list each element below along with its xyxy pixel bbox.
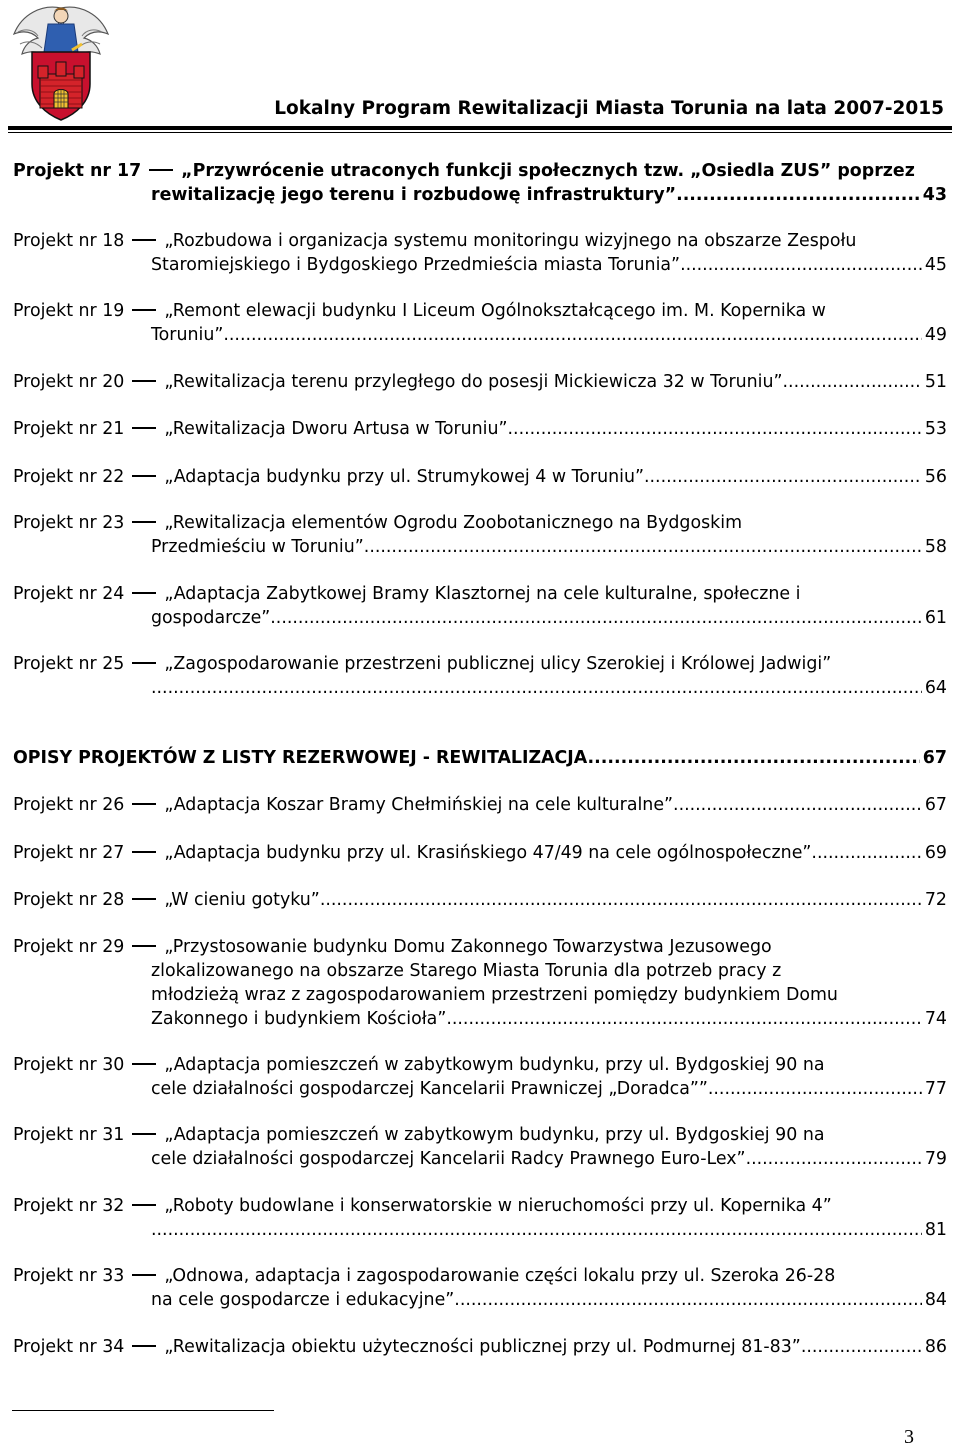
toc-entry-title: „Adaptacja pomieszczeń w zabytkowym budynku, przy ul. Bydgoskiej 90 na xyxy=(164,1055,825,1075)
em-dash xyxy=(132,521,156,523)
toc-entry-title: „Rozbudowa i organizacja systemu monitoringu wizyjnego na obszarze Zespołu xyxy=(164,231,857,251)
toc-entry-title: „Adaptacja budynku przy ul. Strumykowej 4 w Toruniu” xyxy=(164,467,644,487)
toc-entry[interactable] xyxy=(13,935,947,1031)
toc-project-number: Projekt nr 26 xyxy=(13,795,125,815)
toc-entry-title: „Rewitalizacja elementów Ogrodu Zoobotanicznego na Bydgoskim xyxy=(164,513,743,533)
document-header-title: Lokalny Program Rewitalizacji Miasta Torunia na lata 2007-2015 xyxy=(274,98,944,119)
em-dash xyxy=(132,1133,156,1135)
toc-entry-title: Przedmieściu w Toruniu” xyxy=(151,537,364,557)
toc-project-number: Projekt nr 31 xyxy=(13,1125,125,1145)
toc-entry-title: młodzieżą wraz z zagospodarowaniem przestrzeni pomiędzy budynkiem Domu xyxy=(151,985,838,1005)
toc-entry[interactable] xyxy=(13,229,947,277)
toc-page-number: 58 xyxy=(924,537,947,557)
header-rule-thin xyxy=(8,132,952,133)
toc-entry[interactable] xyxy=(13,1194,947,1242)
toc-row xyxy=(13,606,947,630)
toc-entry[interactable] xyxy=(13,888,947,912)
toc-page-number: 45 xyxy=(924,255,947,275)
toc-entry-title: „Adaptacja budynku przy ul. Krasińskiego 47/49 na cele ogólnospołeczne” xyxy=(164,843,812,863)
toc-row xyxy=(13,323,947,347)
toc-entry[interactable] xyxy=(13,793,947,817)
toc-entry[interactable] xyxy=(13,841,947,865)
toc-project-number: Projekt nr 19 xyxy=(13,301,125,321)
toc-row xyxy=(13,253,947,277)
toc-page-number: 84 xyxy=(924,1290,947,1310)
toc-row xyxy=(13,841,947,865)
toc-row xyxy=(13,229,947,253)
toc-page-number: 67 xyxy=(924,795,947,815)
toc-row xyxy=(13,983,947,1007)
toc-page-number: 53 xyxy=(924,419,947,439)
toc-section-title: OPISY PROJEKTÓW Z LISTY REZERWOWEJ - REWITALIZACJA. xyxy=(13,748,595,768)
toc-row xyxy=(13,183,947,207)
toc-page-number: 74 xyxy=(924,1009,947,1029)
toc-entry-title: „Adaptacja Zabytkowej Bramy Klasztornej na cele kulturalne, społeczne i xyxy=(164,584,801,604)
toc-row xyxy=(13,417,947,441)
toc-project-number: Projekt nr 33 xyxy=(13,1266,125,1286)
toc-entry-title: „Rewitalizacja obiektu użyteczności publicznej przy ul. Podmurnej 81-83” xyxy=(164,1337,801,1357)
toc-project-number: Projekt nr 21 xyxy=(13,419,125,439)
dot-leader xyxy=(594,746,920,770)
dot-leader xyxy=(151,676,922,700)
toc-row xyxy=(13,159,947,183)
toc-page-number: 51 xyxy=(924,372,947,392)
toc-entry-title: „Adaptacja pomieszczeń w zabytkowym budynku, przy ul. Bydgoskiej 90 na xyxy=(164,1125,825,1145)
toc-entry[interactable] xyxy=(13,417,947,441)
toc-page-number: 81 xyxy=(924,1220,947,1240)
dot-leader xyxy=(320,888,922,912)
dot-leader xyxy=(811,841,921,865)
toc-row xyxy=(13,676,947,700)
em-dash xyxy=(132,380,156,382)
dot-leader xyxy=(364,535,922,559)
toc-row xyxy=(13,959,947,983)
toc-row xyxy=(13,1053,947,1077)
toc-project-number: Projekt nr 18 xyxy=(13,231,125,251)
toc-entry-title: Toruniu” xyxy=(151,325,224,345)
em-dash xyxy=(132,475,156,477)
em-dash xyxy=(132,945,156,947)
toc-entry-title: rewitalizację jego terenu i rozbudowę infrastruktury” xyxy=(151,185,677,205)
em-dash xyxy=(132,1345,156,1347)
toc-project-number: Projekt nr 32 xyxy=(13,1196,125,1216)
toc-page-number: 61 xyxy=(924,608,947,628)
dot-leader xyxy=(746,1147,922,1171)
toc-entry[interactable] xyxy=(13,582,947,630)
toc-project-number: Projekt nr 24 xyxy=(13,584,125,604)
toc-entry-title: „Przywrócenie utraconych funkcji społecznych tzw. „Osiedla ZUS” poprzez xyxy=(181,161,915,181)
toc-entry[interactable] xyxy=(13,159,947,207)
toc-entry[interactable] xyxy=(13,1053,947,1101)
toc-project-number: Projekt nr 17 xyxy=(13,161,142,181)
em-dash xyxy=(132,803,156,805)
em-dash xyxy=(132,309,156,311)
toc-entry-title: „Remont elewacji budynku I Liceum Ogólnokształcącego im. M. Kopernika w xyxy=(164,301,826,321)
toc-page-number: 69 xyxy=(924,843,947,863)
toc-page-number: 67 xyxy=(922,748,947,768)
toc-row xyxy=(13,1007,947,1031)
toc-entry-title: „Rewitalizacja terenu przyległego do posesji Mickiewicza 32 w Toruniu” xyxy=(164,372,783,392)
em-dash xyxy=(132,1274,156,1276)
em-dash xyxy=(132,898,156,900)
toc-page-number: 86 xyxy=(924,1337,947,1357)
toc-entry-title: „Adaptacja Koszar Bramy Chełmińskiej na cele kulturalne” xyxy=(164,795,674,815)
toc-entry[interactable] xyxy=(13,370,947,394)
toc-row xyxy=(13,299,947,323)
toc-entry[interactable] xyxy=(13,299,947,347)
toc-project-number: Projekt nr 27 xyxy=(13,843,125,863)
em-dash xyxy=(149,169,173,171)
toc-entry[interactable] xyxy=(13,465,947,489)
toc-entry-title: Staromiejskiego i Bydgoskiego Przedmieścia miasta Torunia” xyxy=(151,255,681,275)
toc-row xyxy=(13,1147,947,1171)
toc-row xyxy=(13,1288,947,1312)
dot-leader xyxy=(270,606,922,630)
header-rule xyxy=(8,126,952,130)
toc-row xyxy=(13,511,947,535)
toc-row xyxy=(13,793,947,817)
toc-page-number: 77 xyxy=(924,1079,947,1099)
dot-leader xyxy=(708,1077,922,1101)
footnote-separator xyxy=(12,1410,274,1411)
toc-entry-title: cele działalności gospodarczej Kancelarii Prawniczej „Doradca”” xyxy=(151,1079,708,1099)
dot-leader xyxy=(151,1218,922,1242)
em-dash xyxy=(132,239,156,241)
toc-entry-title: „Przystosowanie budynku Domu Zakonnego Towarzystwa Jezusowego xyxy=(164,937,772,957)
em-dash xyxy=(132,427,156,429)
toc-page-number: 72 xyxy=(924,890,947,910)
toc-entry-title: „Rewitalizacja Dworu Artusa w Toruniu” xyxy=(164,419,508,439)
toc-entry-title: na cele gospodarcze i edukacyjne” xyxy=(151,1290,455,1310)
toc-entry-title: „W cieniu gotyku” xyxy=(164,890,320,910)
toc-entry[interactable] xyxy=(13,1123,947,1171)
toc-section-heading[interactable] xyxy=(13,746,947,770)
toc-entry[interactable] xyxy=(13,1264,947,1312)
em-dash xyxy=(132,1063,156,1065)
toc-entry[interactable] xyxy=(13,1335,947,1359)
dot-leader xyxy=(446,1007,922,1031)
toc-entry-title: „Odnowa, adaptacja i zagospodarowanie części lokalu przy ul. Szeroka 26-28 xyxy=(164,1266,836,1286)
toc-project-number: Projekt nr 29 xyxy=(13,937,125,957)
dot-leader xyxy=(223,323,921,347)
dot-leader xyxy=(783,370,922,394)
toc-row xyxy=(13,1264,947,1288)
dot-leader xyxy=(680,253,922,277)
toc-page-number: 49 xyxy=(924,325,947,345)
em-dash xyxy=(132,592,156,594)
toc-project-number: Projekt nr 23 xyxy=(13,513,125,533)
toc-row xyxy=(13,465,947,489)
toc-entry-title: „Zagospodarowanie przestrzeni publicznej ulicy Szerokiej i Królowej Jadwigi” xyxy=(164,654,832,674)
page-number: 3 xyxy=(904,1426,914,1448)
toc-entry-title: cele działalności gospodarczej Kancelarii Radcy Prawnego Euro-Lex” xyxy=(151,1149,746,1169)
toc-row xyxy=(13,535,947,559)
toc-project-number: Projekt nr 34 xyxy=(13,1337,125,1357)
dot-leader xyxy=(673,793,922,817)
toc-entry-title: Zakonnego i budynkiem Kościoła” xyxy=(151,1009,447,1029)
em-dash xyxy=(132,1204,156,1206)
dot-leader xyxy=(508,417,922,441)
toc-row xyxy=(13,746,947,770)
toc-project-number: Projekt nr 20 xyxy=(13,372,125,392)
toc-row xyxy=(13,582,947,606)
toc-page-number: 79 xyxy=(924,1149,947,1169)
toc-row xyxy=(13,1218,947,1242)
dot-leader xyxy=(801,1335,922,1359)
toc-page-number: 56 xyxy=(924,467,947,487)
toc-page-number: 43 xyxy=(922,185,947,205)
toc-row xyxy=(13,1335,947,1359)
toc-project-number: Projekt nr 28 xyxy=(13,890,125,910)
toc-page-number: 64 xyxy=(924,678,947,698)
dot-leader xyxy=(454,1288,922,1312)
toc-entry-title: gospodarcze” xyxy=(151,608,271,628)
dot-leader xyxy=(644,465,922,489)
toc-row xyxy=(13,1123,947,1147)
dot-leader xyxy=(676,183,920,207)
toc-entry[interactable] xyxy=(13,652,947,700)
toc-row xyxy=(13,1194,947,1218)
toc-entry-title: zlokalizowanego na obszarze Starego Miasta Torunia dla potrzeb pracy z xyxy=(151,961,782,981)
toc-row xyxy=(13,1077,947,1101)
toc-entry-title: „Roboty budowlane i konserwatorskie w nieruchomości przy ul. Kopernika 4” xyxy=(164,1196,832,1216)
toc-row xyxy=(13,652,947,676)
toc-entry[interactable] xyxy=(13,511,947,559)
em-dash xyxy=(132,851,156,853)
em-dash xyxy=(132,662,156,664)
toc-row xyxy=(13,370,947,394)
toc-project-number: Projekt nr 22 xyxy=(13,467,125,487)
toc-row xyxy=(13,935,947,959)
toc-project-number: Projekt nr 30 xyxy=(13,1055,125,1075)
toc-row xyxy=(13,888,947,912)
toc-project-number: Projekt nr 25 xyxy=(13,654,125,674)
